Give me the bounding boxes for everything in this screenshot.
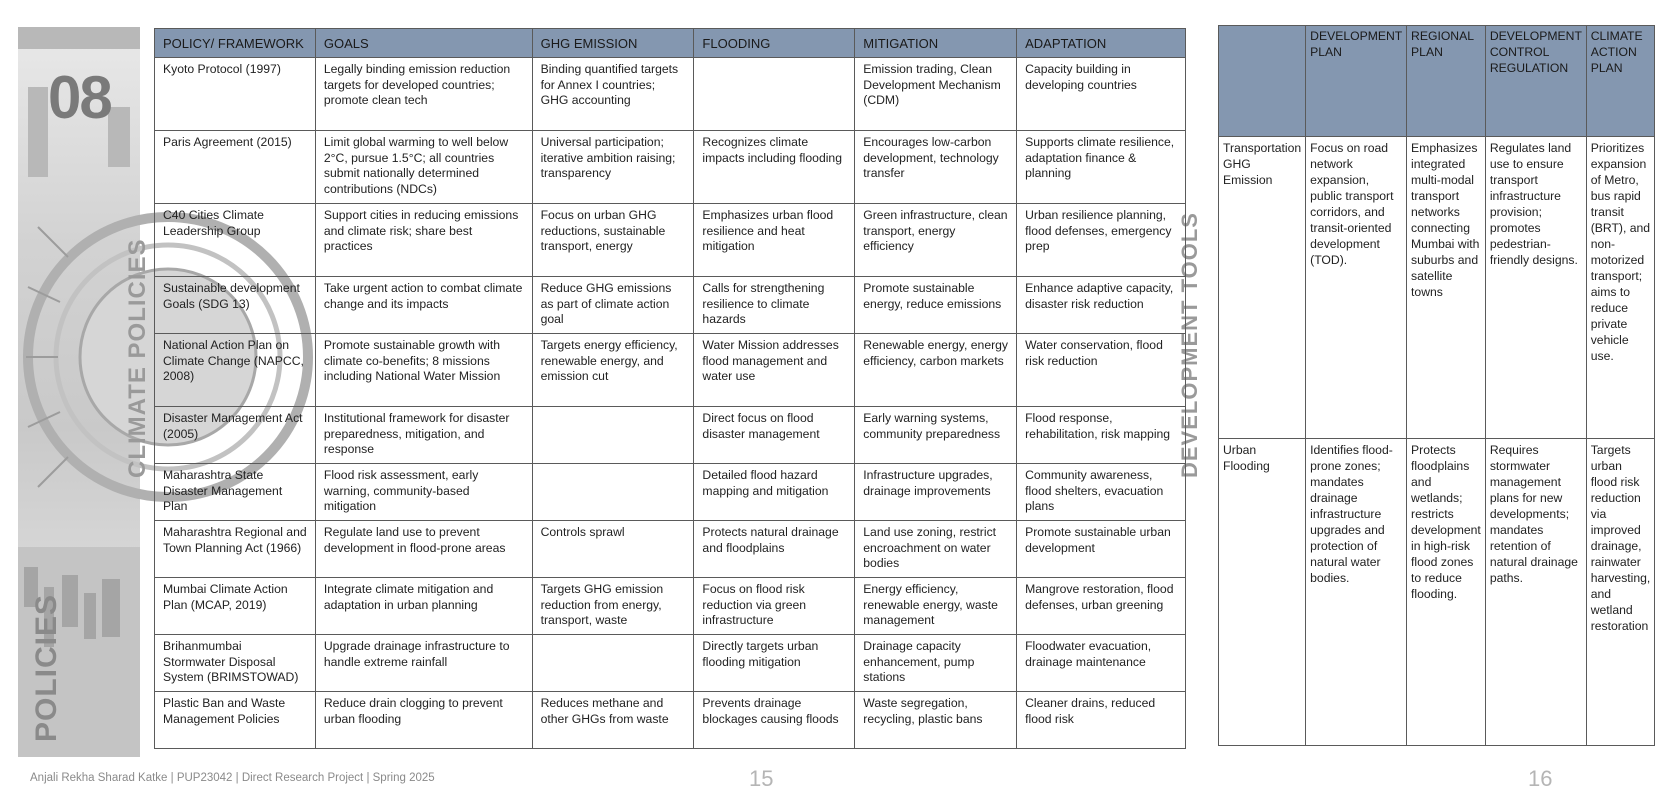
dev-table-header-row xyxy=(1219,26,1655,137)
policy-table-cell: C40 Cities Climate Leadership Group xyxy=(155,204,316,277)
policy-table-cell: Flood response, rehabilitation, risk mapping xyxy=(1017,407,1186,464)
policy-table-cell: Mangrove restoration, flood defenses, urban greening xyxy=(1017,578,1186,635)
policy-table-row xyxy=(155,521,1186,578)
dev-table-cell: Prioritizes expansion of Metro, bus rapid transit (BRT), and non-motorized transport; aims to reduce private vehicle use. xyxy=(1586,137,1655,439)
policy-table-cell: Energy efficiency, renewable energy, waste management xyxy=(855,578,1017,635)
policy-table-cell: Enhance adaptive capacity, disaster risk reduction xyxy=(1017,277,1186,334)
policy-table-cell: Capacity building in developing countries xyxy=(1017,58,1186,131)
policies-vertical-title: POLICIES xyxy=(30,593,63,742)
policy-table-row xyxy=(155,131,1186,204)
page-number-right: 16 xyxy=(1528,766,1553,791)
header-goals: GOALS xyxy=(315,29,532,58)
policy-table-cell: Water conservation, flood risk reduction xyxy=(1017,334,1186,407)
policy-table-cell: Integrate climate mitigation and adaptation in urban planning xyxy=(315,578,532,635)
dev-table-cell: Protects floodplains and wetlands; restricts development in high-risk flood zones to reduce flooding. xyxy=(1407,439,1486,746)
policy-table-cell: Prevents drainage blockages causing floods xyxy=(694,692,855,749)
climate-policies-vertical-title: CLIMATE POLICIES xyxy=(124,238,151,478)
policy-table-cell: Reduces methane and other GHGs from waste xyxy=(532,692,694,749)
policy-table-cell: Floodwater evacuation, drainage maintenance xyxy=(1017,635,1186,692)
policy-table-cell: Emission trading, Clean Development Mechanism (CDM) xyxy=(855,58,1017,131)
header-adaptation: ADAPTATION xyxy=(1017,29,1186,58)
dev-table-cell: Transportation GHG Emission xyxy=(1219,137,1306,439)
policy-table-cell: Water Mission addresses flood management and water use xyxy=(694,334,855,407)
policy-table-row xyxy=(155,635,1186,692)
dev-table-row xyxy=(1219,137,1655,439)
policy-table-header-row xyxy=(155,29,1186,58)
policy-table-cell: Reduce GHG emissions as part of climate action goal xyxy=(532,277,694,334)
policy-table-cell: Kyoto Protocol (1997) xyxy=(155,58,316,131)
policy-table-cell: Mumbai Climate Action Plan (MCAP, 2019) xyxy=(155,578,316,635)
policy-table-row xyxy=(155,692,1186,749)
policy-table-cell: Protects natural drainage and floodplains xyxy=(694,521,855,578)
policy-table-row xyxy=(155,58,1186,131)
policy-table-cell: Support cities in reducing emissions and climate risk; share best practices xyxy=(315,204,532,277)
policy-table-cell: Maharashtra State Disaster Management Plan xyxy=(155,464,316,521)
policy-table-cell: Focus on urban GHG reductions, sustainable transport, energy xyxy=(532,204,694,277)
policy-table-cell: Encourages low-carbon development, technology transfer xyxy=(855,131,1017,204)
policy-table-cell: Urban resilience planning, flood defenses, emergency prep xyxy=(1017,204,1186,277)
dev-header-dcr: DEVELOPMENT CONTROL REGULATION xyxy=(1485,26,1586,137)
dev-table-cell: Focus on road network expansion, public transport corridors, and transit-oriented development (TOD). xyxy=(1306,137,1407,439)
dev-table-cell: Regulates land use to ensure transport infrastructure provision; promotes pedestrian-friendly designs. xyxy=(1485,137,1586,439)
policy-table-cell: Calls for strengthening resilience to climate hazards xyxy=(694,277,855,334)
policy-table-cell: Focus on flood risk reduction via green infrastructure xyxy=(694,578,855,635)
policy-table-cell: Controls sprawl xyxy=(532,521,694,578)
policy-table-cell: Detailed flood hazard mapping and mitigation xyxy=(694,464,855,521)
policy-table-cell: Binding quantified targets for Annex I countries; GHG accounting xyxy=(532,58,694,131)
policy-table-cell: Promote sustainable urban development xyxy=(1017,521,1186,578)
policy-table-cell: Recognizes climate impacts including flooding xyxy=(694,131,855,204)
policy-table-row xyxy=(155,578,1186,635)
dev-header-development-plan: DEVELOPMENT PLAN xyxy=(1306,26,1407,137)
policy-table-cell xyxy=(694,58,855,131)
policy-table-cell: Promote sustainable energy, reduce emissions xyxy=(855,277,1017,334)
policy-table-cell: Emphasizes urban flood resilience and heat mitigation xyxy=(694,204,855,277)
policy-table-cell: Paris Agreement (2015) xyxy=(155,131,316,204)
footer-credit: Anjali Rekha Sharad Katke | PUP23042 | Direct Research Project | Spring 2025 xyxy=(30,772,435,784)
policy-table-cell: Infrastructure upgrades, drainage improvements xyxy=(855,464,1017,521)
policy-table-row xyxy=(155,334,1186,407)
policy-table-cell: Take urgent action to combat climate change and its impacts xyxy=(315,277,532,334)
policy-table-cell xyxy=(532,407,694,464)
policy-table-cell: Limit global warming to well below 2°C, pursue 1.5°C; all countries submit nationally determined contributions (NDCs) xyxy=(315,131,532,204)
section-number: 08 xyxy=(48,64,111,131)
header-policy-framework: POLICY/ FRAMEWORK xyxy=(155,29,316,58)
policy-table-cell: Directly targets urban flooding mitigation xyxy=(694,635,855,692)
policy-table-cell: Flood risk assessment, early warning, community-based mitigation xyxy=(315,464,532,521)
dev-table-row xyxy=(1219,439,1655,746)
policy-table-cell: Cleaner drains, reduced flood risk xyxy=(1017,692,1186,749)
policy-table-cell: Upgrade drainage infrastructure to handle extreme rainfall xyxy=(315,635,532,692)
dev-table-cell: Urban Flooding xyxy=(1219,439,1306,746)
dev-table-cell: Targets urban flood risk reduction via improved drainage, rainwater harvesting, and wetland restoration xyxy=(1586,439,1655,746)
page-number-left: 15 xyxy=(749,766,774,791)
dev-table-cell: Identifies flood-prone zones; mandates drainage infrastructure upgrades and protection of natural water bodies. xyxy=(1306,439,1407,746)
header-flooding: FLOODING xyxy=(694,29,855,58)
policy-table-cell: Plastic Ban and Waste Management Policies xyxy=(155,692,316,749)
policy-table-cell: Waste segregation, recycling, plastic bans xyxy=(855,692,1017,749)
policy-table-cell: Early warning systems, community preparedness xyxy=(855,407,1017,464)
dev-table-cell: Requires stormwater management plans for new developments; mandates retention of natural drainage paths. xyxy=(1485,439,1586,746)
policy-table-cell: Regulate land use to prevent development in flood-prone areas xyxy=(315,521,532,578)
policy-table-cell: Land use zoning, restrict encroachment on water bodies xyxy=(855,521,1017,578)
policy-table-cell: Disaster Management Act (2005) xyxy=(155,407,316,464)
policy-table-row xyxy=(155,464,1186,521)
policy-table-cell: Supports climate resilience, adaptation finance & planning xyxy=(1017,131,1186,204)
policy-table-cell: Maharashtra Regional and Town Planning Act (1966) xyxy=(155,521,316,578)
development-tools-table xyxy=(1218,25,1655,746)
policy-table-cell: Reduce drain clogging to prevent urban flooding xyxy=(315,692,532,749)
development-tools-vertical-title: DEVELOPMENT TOOLS xyxy=(1177,212,1202,478)
policy-table-cell: Targets GHG emission reduction from energy, transport, waste xyxy=(532,578,694,635)
dev-header-climate-action-plan: CLIMATE ACTION PLAN xyxy=(1586,26,1655,137)
policy-table-cell: Sustainable development Goals (SDG 13) xyxy=(155,277,316,334)
header-mitigation: MITIGATION xyxy=(855,29,1017,58)
policy-table-row xyxy=(155,277,1186,334)
policy-table-cell: Universal participation; iterative ambition raising; transparency xyxy=(532,131,694,204)
policy-table-row xyxy=(155,407,1186,464)
policy-table-cell: Brihanmumbai Stormwater Disposal System (BRIMSTOWAD) xyxy=(155,635,316,692)
policy-table-cell xyxy=(532,464,694,521)
policy-table-cell: Institutional framework for disaster preparedness, mitigation, and response xyxy=(315,407,532,464)
policy-table-row xyxy=(155,204,1186,277)
policy-table-cell xyxy=(532,635,694,692)
dev-table-cell: Emphasizes integrated multi-modal transport networks connecting Mumbai with suburbs and satellite towns xyxy=(1407,137,1486,439)
policy-table-cell: Targets energy efficiency, renewable energy, and emission cut xyxy=(532,334,694,407)
policy-table-cell: Renewable energy, energy efficiency, carbon markets xyxy=(855,334,1017,407)
header-ghg-emission: GHG EMISSION xyxy=(532,29,694,58)
policy-table-cell: Direct focus on flood disaster management xyxy=(694,407,855,464)
policy-table-cell: Green infrastructure, clean transport, energy efficiency xyxy=(855,204,1017,277)
policy-table-cell: Community awareness, flood shelters, evacuation plans xyxy=(1017,464,1186,521)
policy-table-cell: Drainage capacity enhancement, pump stations xyxy=(855,635,1017,692)
dev-header-regional-plan: REGIONAL PLAN xyxy=(1407,26,1486,137)
dev-header-blank xyxy=(1219,26,1306,137)
policy-table-cell: Promote sustainable growth with climate co-benefits; 8 missions including National Water Mission xyxy=(315,334,532,407)
policy-table-cell: Legally binding emission reduction targets for developed countries; promote clean tech xyxy=(315,58,532,131)
climate-policies-table xyxy=(154,28,1186,749)
policy-table-cell: National Action Plan on Climate Change (NAPCC, 2008) xyxy=(155,334,316,407)
